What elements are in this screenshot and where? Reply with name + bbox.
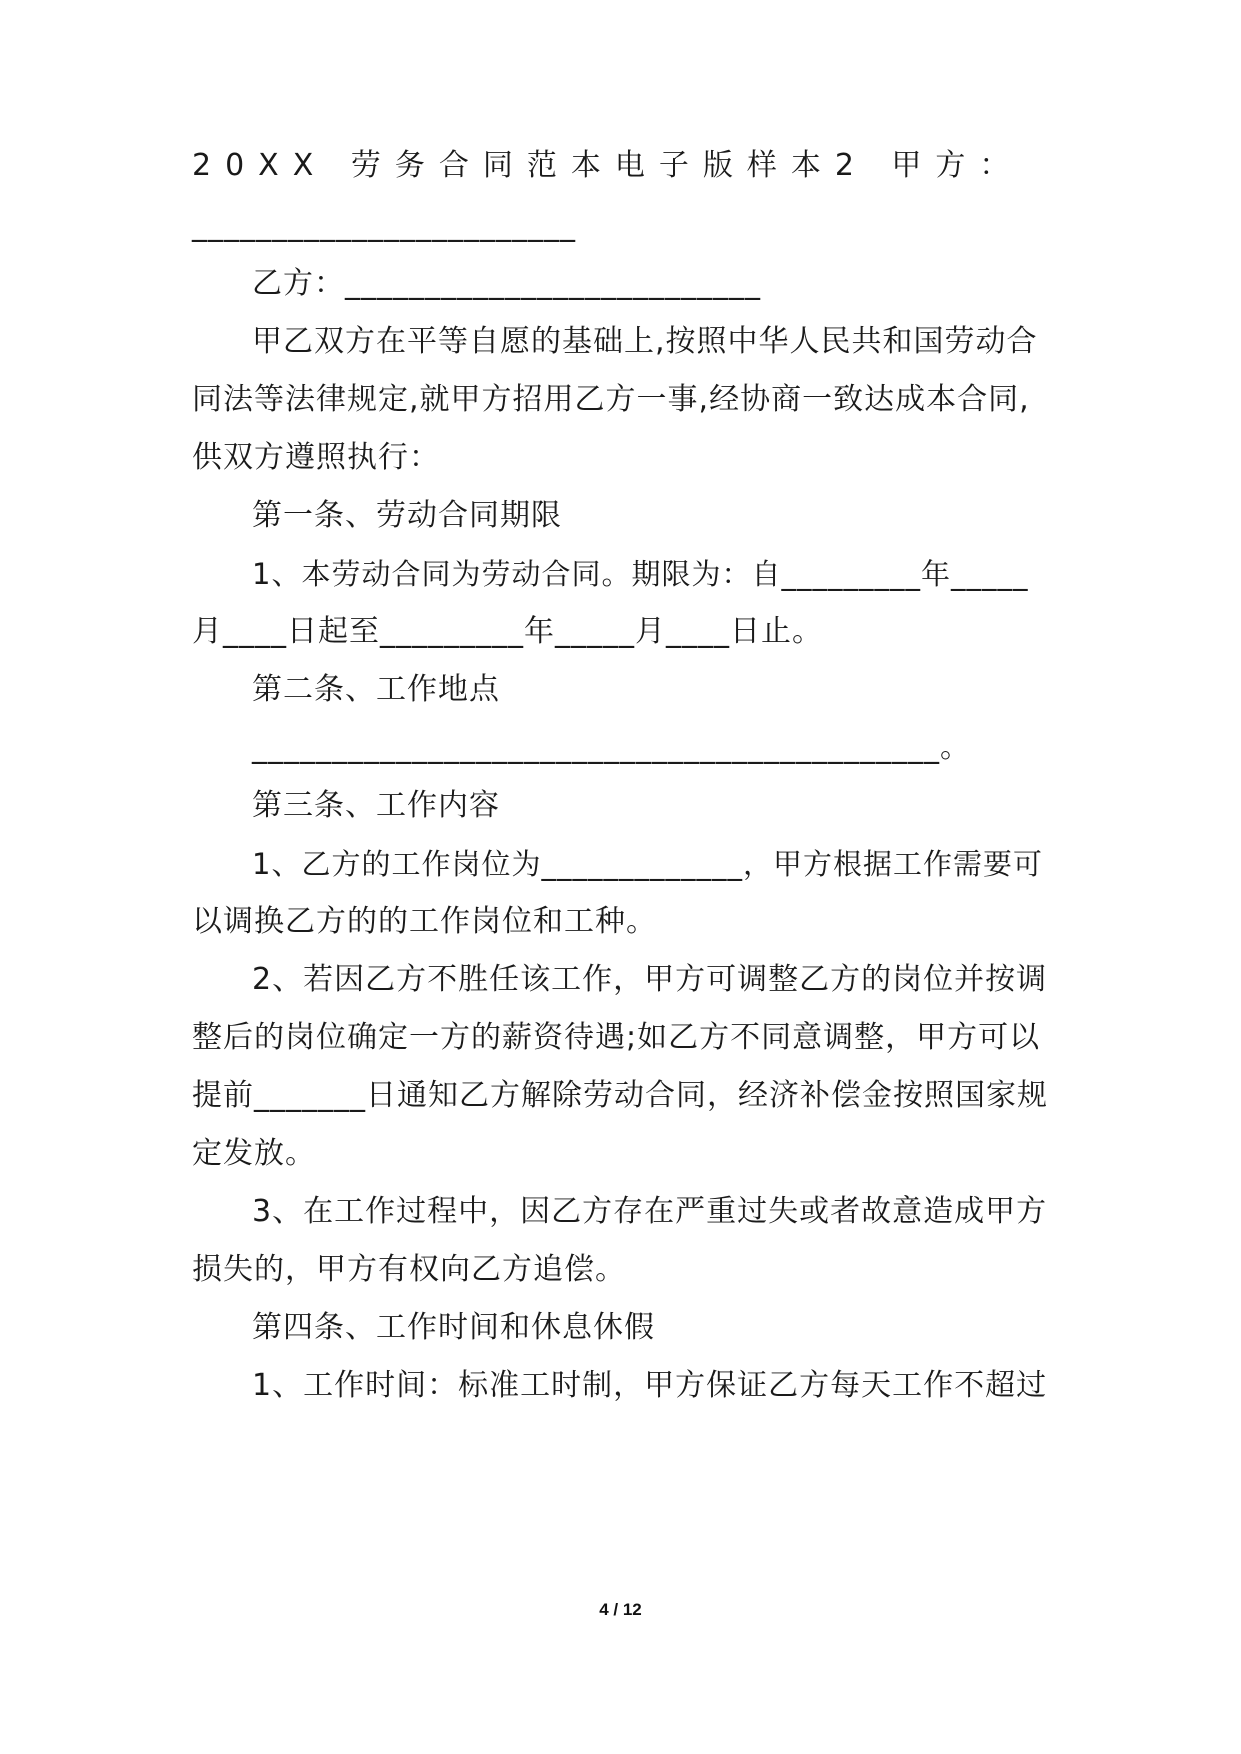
party-b-line: 乙方：__________________________: [252, 266, 761, 301]
section-heading: 第二条、工作地点: [252, 672, 500, 707]
page-number: 4 / 12: [599, 1600, 642, 1619]
paragraph-line: 损失的，甲方有权向乙方追偿。: [192, 1252, 626, 1287]
paragraph-line: 提前_______日通知乙方解除劳动合同，经济补偿金按照国家规: [192, 1078, 1048, 1113]
paragraph-line: 同法等法律规定,就甲方招用乙方一事,经协商一致达成本合同,: [192, 382, 1030, 417]
document-title-line: 20XX 劳务合同范本电子版样本2 甲方：: [192, 148, 1024, 183]
party-a-blank: ________________________: [192, 208, 576, 243]
paragraph-line: 以调换乙方的的工作岗位和工种。: [192, 904, 657, 939]
work-location-blank: ___________________________________________。: [252, 730, 971, 765]
paragraph-line: 甲乙双方在平等自愿的基础上,按照中华人民共和国劳动合: [252, 324, 1038, 359]
paragraph-line: 整后的岗位确定一方的薪资待遇;如乙方不同意调整，甲方可以: [192, 1020, 1041, 1055]
paragraph-line: 1、工作时间：标准工时制，甲方保证乙方每天工作不超过: [252, 1368, 1048, 1403]
paragraph-line: 3、在工作过程中，因乙方存在严重过失或者故意造成甲方: [252, 1194, 1048, 1229]
paragraph-line: 1、本劳动合同为劳动合同。期限为：自_________年_____: [252, 557, 1029, 591]
section-heading: 第一条、劳动合同期限: [252, 498, 562, 533]
paragraph-line: 月____日起至_________年_____月____日止。: [192, 614, 823, 649]
section-heading: 第四条、工作时间和休息休假: [252, 1310, 655, 1345]
section-heading: 第三条、工作内容: [252, 788, 500, 823]
paragraph-line: 2、若因乙方不胜任该工作，甲方可调整乙方的岗位并按调: [252, 962, 1048, 997]
paragraph-line: 定发放。: [192, 1136, 316, 1171]
paragraph-line: 供双方遵照执行：: [192, 440, 440, 475]
paragraph-line: 1、乙方的工作岗位为_____________，甲方根据工作需要可: [252, 847, 1043, 881]
